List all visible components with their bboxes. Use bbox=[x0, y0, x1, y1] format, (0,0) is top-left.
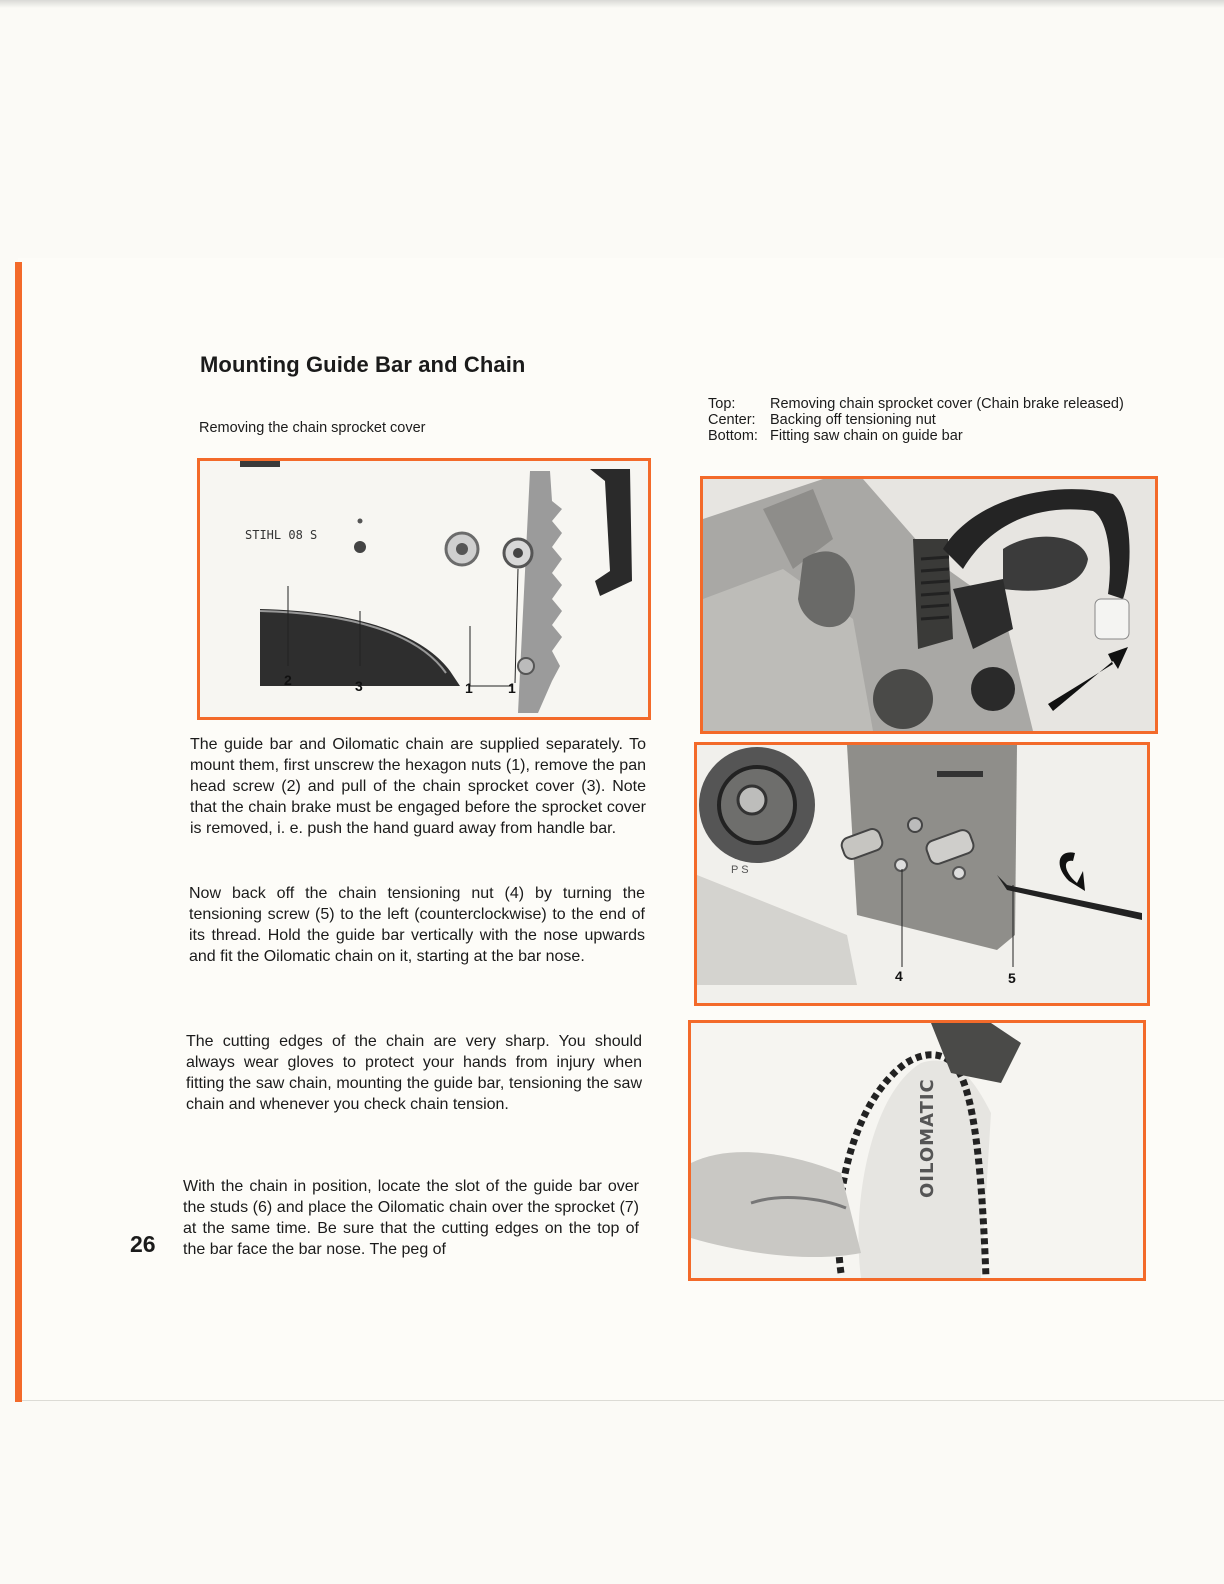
body-paragraph: The cutting edges of the chain are very sharp. You should always wear gloves to protect your hands from injury when fitting the saw chain, mounting the guide bar, tensioning the saw chain and whenever you check chain tension. bbox=[186, 1033, 642, 1113]
legend-row-bottom bbox=[708, 428, 1124, 444]
body-paragraph: The guide bar and Oilomatic chain are supplied separately. To mount them, first unscrew the hexagon nuts (1), remove the pan head screw (2) and pull of the chain sprocket cover (3). Note that the chain brake must be engaged before the sprocket cover is removed, i. e. push the hand guard away from handle bar. bbox=[190, 736, 646, 837]
body-paragraph: Now back off the chain tensioning nut (4) by turning the tensioning screw (5) to the left (counterclockwise) to the end of its thread. Hold the guide bar vertically with the nose upwards and fit the Oilomatic chain on it, starting at the bar nose. bbox=[189, 885, 645, 965]
model-label: STIHL 08 S bbox=[245, 528, 318, 542]
page-orange-edge bbox=[15, 262, 22, 1402]
callout-1a: 1 bbox=[465, 680, 473, 696]
photo-sprocket-cover bbox=[197, 458, 651, 720]
legend-row-center bbox=[708, 412, 1124, 428]
body-paragraph: With the chain in position, locate the slot of the guide bar over the studs (6) and place the Oilomatic chain over the sprocket (7) at the same time. Be sure that the cutting edges on the top of the bar face the bar nose. The peg of bbox=[183, 1178, 639, 1258]
photo-chain-brake bbox=[700, 476, 1158, 734]
tensioning-nut-illustration bbox=[697, 745, 1147, 1003]
legend-label: Bottom: bbox=[708, 428, 758, 444]
callout-1b: 1 bbox=[508, 680, 516, 696]
scan-top-edge bbox=[0, 0, 1224, 8]
legend-label: Center: bbox=[708, 412, 756, 428]
sprocket-cover-illustration bbox=[200, 461, 648, 717]
page-number: 26 bbox=[130, 1231, 156, 1257]
legend-label: Top: bbox=[708, 396, 736, 412]
chain-brake-illustration bbox=[703, 479, 1155, 731]
photo-fitting-chain bbox=[688, 1020, 1146, 1281]
legend-text: Removing chain sprocket cover (Chain brake released) bbox=[770, 396, 1124, 412]
figure-legend bbox=[708, 396, 1124, 444]
bar-label: OILOMATIC bbox=[917, 1078, 938, 1198]
photo-tensioning-nut bbox=[694, 742, 1150, 1006]
callout-3: 3 bbox=[355, 678, 363, 694]
callout-2: 2 bbox=[284, 672, 292, 688]
legend-text: Backing off tensioning nut bbox=[770, 412, 936, 428]
callout-5: 5 bbox=[1008, 970, 1016, 986]
fitting-chain-illustration bbox=[691, 1023, 1143, 1278]
legend-row-top bbox=[708, 396, 1124, 412]
legend-text: Fitting saw chain on guide bar bbox=[770, 428, 963, 444]
left-figure-caption: Removing the chain sprocket cover bbox=[199, 420, 426, 436]
callout-4: 4 bbox=[895, 968, 903, 984]
svg-text:P S: P S bbox=[731, 864, 749, 876]
page-title: Mounting Guide Bar and Chain bbox=[200, 352, 526, 377]
